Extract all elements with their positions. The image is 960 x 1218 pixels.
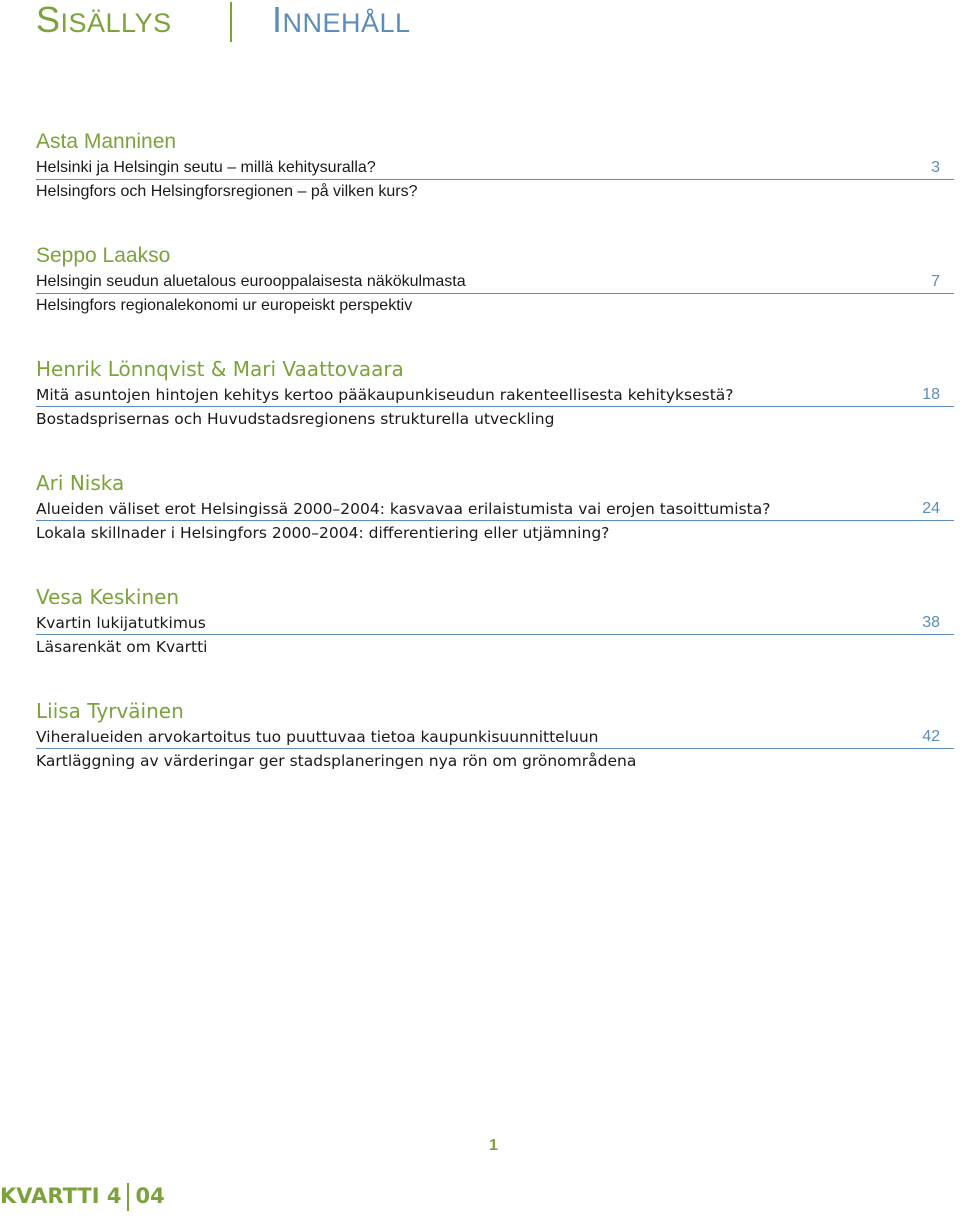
header-title-finnish-swedish bbox=[272, 0, 411, 43]
entry-author: Seppo Laakso bbox=[36, 244, 171, 267]
toc-entry[interactable] bbox=[36, 243, 954, 317]
header-left-rest: ISÄLLYS bbox=[60, 8, 172, 38]
entry-page-number[interactable]: 3 bbox=[931, 159, 940, 176]
entry-page-number[interactable]: 7 bbox=[931, 273, 940, 290]
entry-title-swedish: Kartläggning av värderingar ger stadsplaneringen nya rön om grönområdena bbox=[36, 752, 637, 770]
brand-name: KVARTTI 4 bbox=[0, 1184, 122, 1208]
brand-issue: 04 bbox=[135, 1184, 165, 1208]
entry-page-number[interactable]: 18 bbox=[922, 386, 940, 403]
header-divider bbox=[230, 2, 232, 42]
entry-title-line[interactable] bbox=[36, 384, 954, 407]
brand-divider bbox=[127, 1183, 129, 1211]
entry-title-swedish: Helsingfors och Helsingforsregionen – på vilken kurs? bbox=[36, 183, 418, 200]
entry-title-finnish[interactable]: Mitä asuntojen hintojen kehitys kertoo pääkaupunkiseudun rakenteellisesta kehityksestä? bbox=[36, 386, 734, 404]
entry-title-finnish[interactable]: Kvartin lukijatutkimus bbox=[36, 614, 206, 632]
toc-entry[interactable] bbox=[36, 129, 954, 203]
entry-title-swedish: Lokala skillnader i Helsingfors 2000–2004: differentiering eller utjämning? bbox=[36, 524, 610, 542]
toc-entry[interactable] bbox=[36, 584, 954, 658]
entry-title-line[interactable] bbox=[36, 157, 954, 180]
page-header bbox=[36, 0, 736, 44]
header-title-swedish bbox=[36, 0, 172, 43]
entry-page-number[interactable]: 38 bbox=[922, 614, 940, 631]
header-left-initial: S bbox=[36, 0, 61, 40]
entry-page-number[interactable]: 42 bbox=[922, 728, 940, 745]
header-right-rest: NNEHÅLL bbox=[282, 8, 411, 38]
footer-brand bbox=[0, 1180, 165, 1212]
toc-entry[interactable] bbox=[36, 470, 954, 544]
entry-title-swedish: Helsingfors regionalekonomi ur europeiskt perspektiv bbox=[36, 297, 413, 314]
entry-title-finnish[interactable]: Viheralueiden arvokartoitus tuo puuttuvaa tietoa kaupunkisuunnitteluun bbox=[36, 728, 599, 746]
toc-entry[interactable] bbox=[36, 356, 954, 430]
entry-author: Asta Manninen bbox=[36, 130, 177, 153]
entry-title-line[interactable] bbox=[36, 612, 954, 635]
entry-title-line[interactable] bbox=[36, 726, 954, 749]
entry-title-swedish: Läsarenkät om Kvartti bbox=[36, 638, 208, 656]
entry-title-finnish[interactable]: Alueiden väliset erot Helsingissä 2000–2004: kasvavaa erilaistumista vai erojen tasoittumista? bbox=[36, 500, 771, 518]
entry-author: Vesa Keskinen bbox=[36, 585, 180, 609]
entry-author: Ari Niska bbox=[36, 471, 125, 495]
page-number: 1 bbox=[489, 1137, 498, 1154]
entry-title-swedish: Bostadsprisernas och Huvudstadsregionens strukturella utveckling bbox=[36, 410, 555, 428]
entry-title-line[interactable] bbox=[36, 271, 954, 294]
entry-title-finnish[interactable]: Helsingin seudun aluetalous eurooppalaisesta näkökulmasta bbox=[36, 273, 466, 290]
entry-page-number[interactable]: 24 bbox=[922, 500, 940, 517]
toc-entry[interactable] bbox=[36, 698, 954, 772]
entry-author: Henrik Lönnqvist & Mari Vaattovaara bbox=[36, 357, 404, 381]
header-right-initial: I bbox=[272, 0, 283, 40]
entry-author: Liisa Tyrväinen bbox=[36, 699, 184, 723]
entry-title-finnish[interactable]: Helsinki ja Helsingin seutu – millä kehitysuralla? bbox=[36, 159, 376, 176]
entry-title-line[interactable] bbox=[36, 498, 954, 521]
